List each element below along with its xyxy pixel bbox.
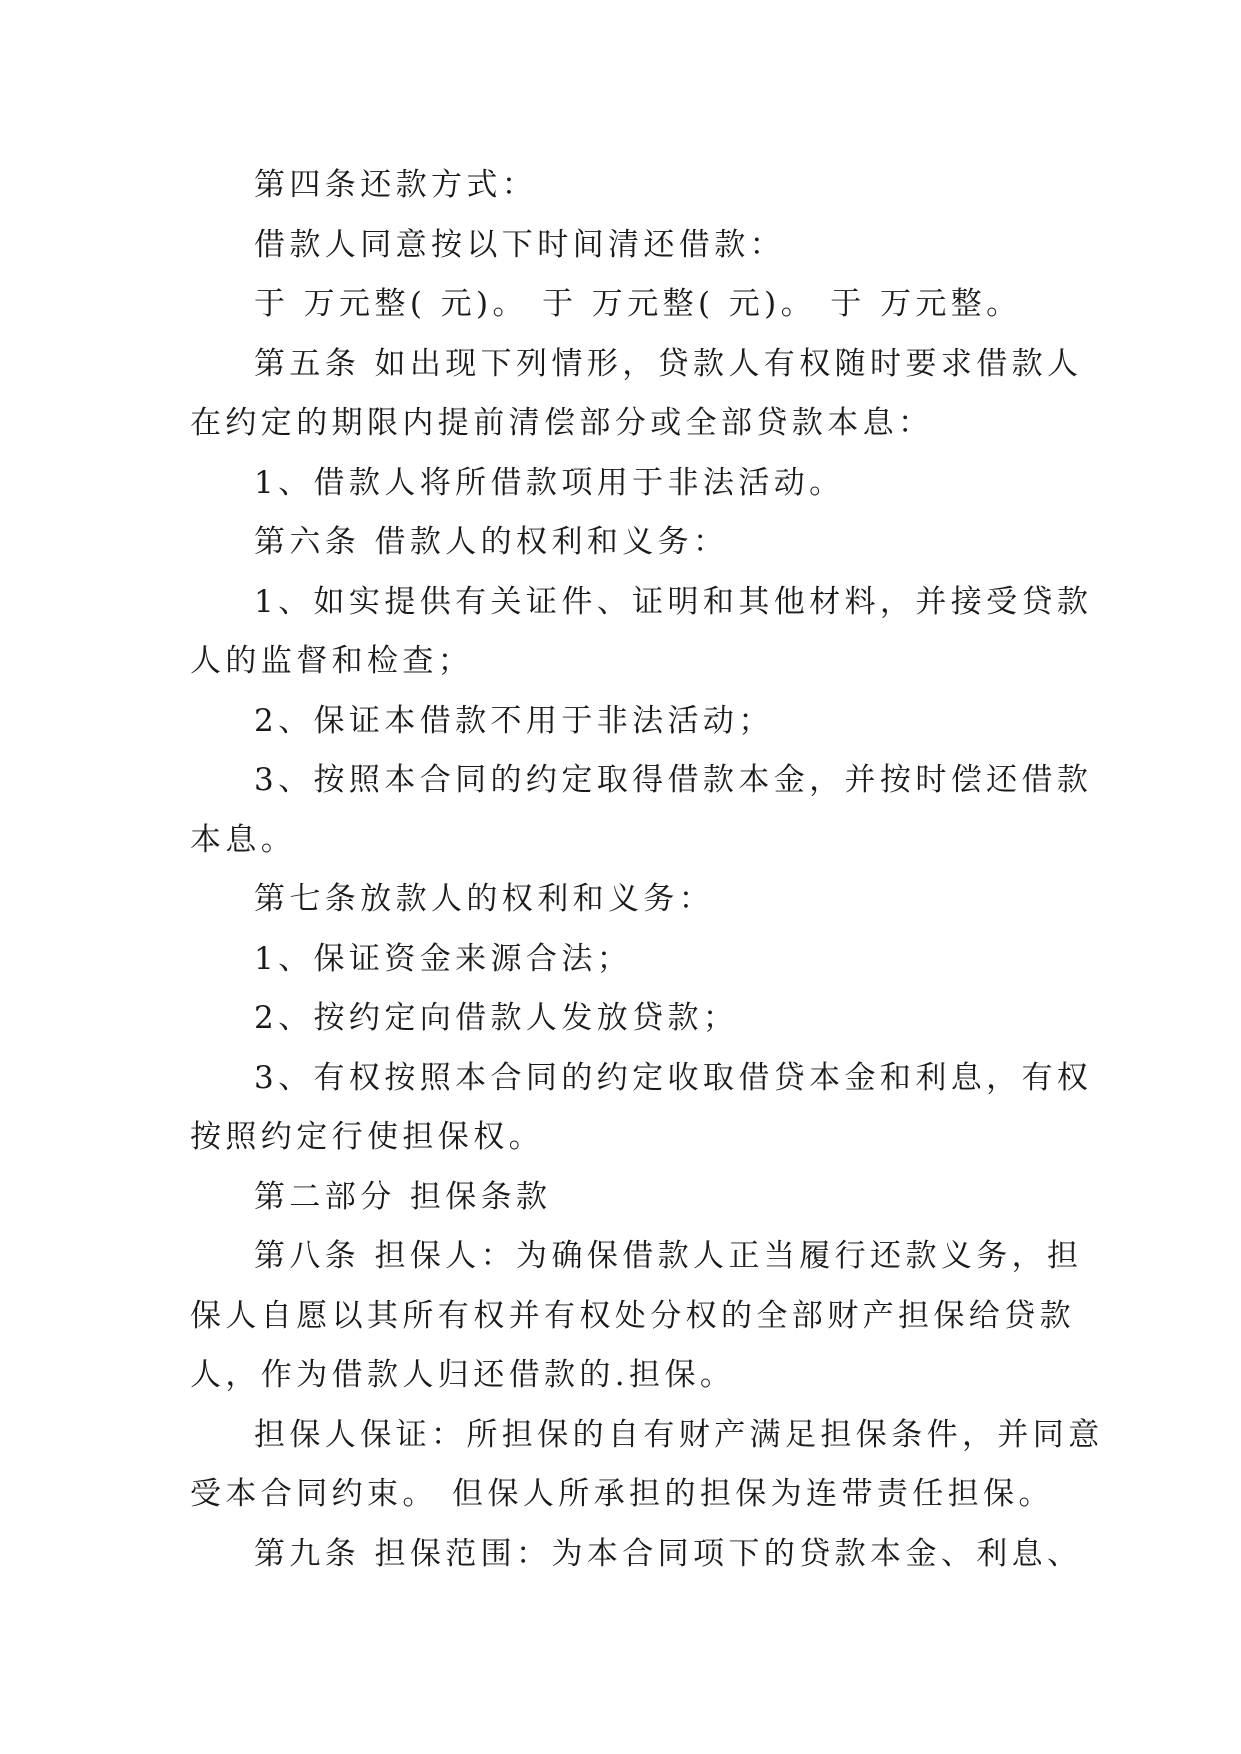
text-line: 人的监督和检查； — [190, 643, 474, 679]
text-line: 保人自愿以其所有权并有权处分权的全部财产担保给贷款 — [190, 1297, 1075, 1334]
text-line: 担保人保证：所担保的自有财产满足担保条件，并同意 — [254, 1416, 1104, 1453]
document-body — [190, 156, 1104, 1584]
text-line: 第七条放款人的权利和义务： — [254, 881, 715, 917]
text-line: 第九条 担保范围：为本合同项下的贷款本金、利息、 — [254, 1535, 1083, 1572]
text-line: 人，作为借款人归还借款的.担保。 — [190, 1357, 736, 1393]
text-line: 1、保证资金来源合法； — [254, 940, 633, 977]
text-line: 2、保证本借款不用于非法活动； — [254, 702, 774, 739]
text-line: 1、如实提供有关证件、证明和其他材料，并接受贷款 — [254, 583, 1093, 620]
text-line: 第四条还款方式： — [254, 167, 538, 203]
text-line: 按照约定行使担保权。 — [190, 1119, 544, 1155]
text-line: 第五条 如出现下列情形，贷款人有权随时要求借款人 — [254, 345, 1083, 382]
text-line: 第六条 借款人的权利和义务： — [254, 524, 729, 560]
section-heading: 第二部分 担保条款 — [254, 1178, 552, 1215]
text-line: 第八条 担保人：为确保借款人正当履行还款义务，担 — [254, 1238, 1083, 1274]
text-line: 受本合同约束。 但保人所承担的担保为连带责任担保。 — [190, 1476, 1054, 1512]
text-line: 本息。 — [190, 821, 297, 858]
text-line: 1、借款人将所借款项用于非法活动。 — [254, 464, 845, 501]
text-line: 3、有权按照本合同的约定收取借贷本金和利息，有权 — [254, 1059, 1093, 1096]
text-line: 3、按照本合同的约定取得借款本金，并按时偿还借款 — [254, 762, 1093, 798]
text-line: 于 万元整( 元)。 于 万元整( 元)。 于 万元整。 — [254, 286, 1022, 322]
text-line: 2、按约定向借款人发放贷款； — [254, 1000, 739, 1036]
text-line: 在约定的期限内提前清偿部分或全部贷款本息： — [190, 405, 934, 441]
text-line: 借款人同意按以下时间清还借款： — [254, 226, 785, 263]
